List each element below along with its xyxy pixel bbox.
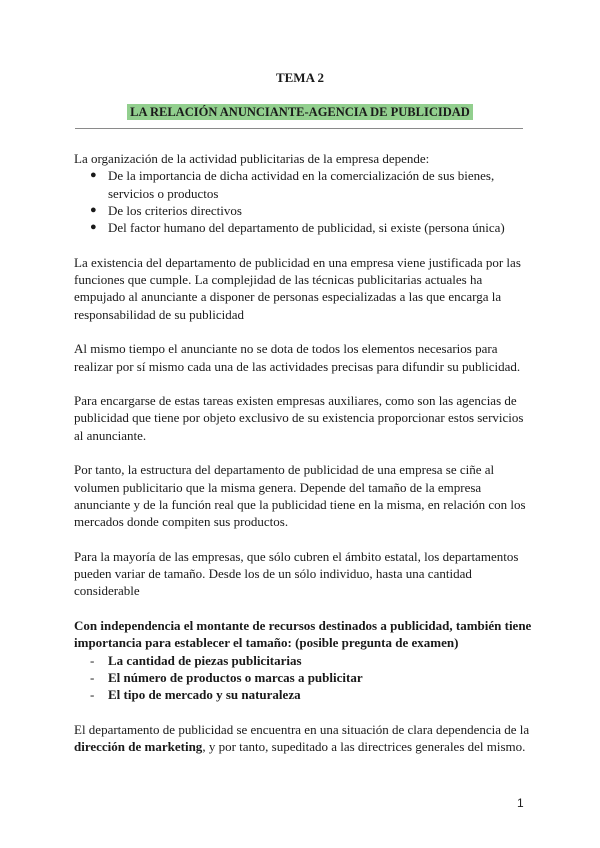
dash-icon: -	[90, 669, 95, 685]
paragraph-1: La existencia del departamento de publicidad en una empresa viene justificada por las funciones que cumple. La complejidad de las técnicas publicitarias actuales ha empujado al anunciante a disponer de personas especializadas a las que encarga la responsabilidad de su publicidad	[74, 254, 521, 322]
paragraph-4: Por tanto, la estructura del departamento de publicidad de una empresa se ciñe al volumen publicitario que la misma genera. Depende del tamaño de la empresa anunciante y de la función real que la publicidad tiene en la misma, en relación con los mercados donde compiten sus productos.	[74, 462, 526, 530]
dash-text: El número de productos o marcas a publicitar	[108, 669, 363, 685]
document-body	[74, 150, 534, 755]
bold-heading	[74, 617, 534, 652]
paragraph-5: Para la mayoría de las empresas, que sólo cubren el ámbito estatal, los departamentos pueden variar de tamaño. Desde los de un sólo individuo, hasta una cantidad considerable	[74, 548, 519, 599]
dash-text: La cantidad de piezas publicitarias	[108, 652, 302, 668]
paragraph-6	[74, 721, 534, 756]
bullet-icon: ●	[90, 203, 97, 216]
dash-icon: -	[90, 652, 95, 668]
dash-item	[74, 652, 534, 669]
bullet-text: De la importancia de dicha actividad en la comercialización de sus bienes, servicios o productos	[108, 168, 495, 201]
spacer	[74, 444, 534, 461]
bullet-icon: ●	[90, 169, 97, 182]
section-number: TEMA 2	[275, 70, 325, 85]
spacer	[74, 531, 534, 548]
title-wrapper	[0, 103, 600, 121]
paragraph-6-start: El departamento de publicidad se encuentra en una situación de clara dependencia de la	[74, 721, 530, 737]
bullet-item	[74, 167, 534, 202]
bullet-list	[74, 167, 534, 236]
bullet-item	[74, 202, 534, 219]
bullet-icon: ●	[90, 221, 97, 234]
document-title: LA RELACIÓN ANUNCIANTE-AGENCIA DE PUBLICIDAD	[127, 104, 473, 120]
spacer	[74, 704, 534, 721]
paragraph-2: Al mismo tiempo el anunciante no se dota de todos los elementos necesarios para realizar por sí mismo cada una de las actividades precisas para difundir su publicidad.	[74, 341, 521, 374]
spacer	[74, 600, 534, 617]
paragraph-6-bold: dirección de marketing	[74, 739, 203, 755]
bullet-text: De los criterios directivos	[108, 202, 242, 218]
dash-list	[74, 652, 534, 704]
bullet-text: Del factor humano del departamento de publicidad, si existe (persona única)	[108, 220, 505, 236]
paragraph-3: Para encargarse de estas tareas existen empresas auxiliares, como son las agencias de publicidad que tiene por objeto exclusivo de su existencia proporcionar estos servicios al anunciante.	[74, 393, 524, 443]
page-number: 1	[517, 796, 524, 810]
dash-item	[74, 669, 534, 686]
intro-paragraph: La organización de la actividad publicitarias de la empresa depende:	[74, 151, 430, 166]
dash-item	[74, 686, 534, 703]
bullet-item	[74, 219, 534, 236]
dash-icon: -	[90, 687, 95, 703]
paragraph-6-end: , y por tanto, supeditado a las directrices generales del mismo.	[202, 739, 526, 755]
spacer	[74, 323, 534, 340]
dash-text: El tipo de mercado y su naturaleza	[108, 687, 301, 703]
horizontal-divider	[75, 128, 523, 129]
bold-heading-text: Con independencia el montante de recursos destinados a publicidad, también tiene importancia para establecer el tamaño: (posible pregunta de examen)	[74, 618, 532, 651]
spacer	[74, 375, 534, 392]
spacer	[74, 236, 534, 253]
